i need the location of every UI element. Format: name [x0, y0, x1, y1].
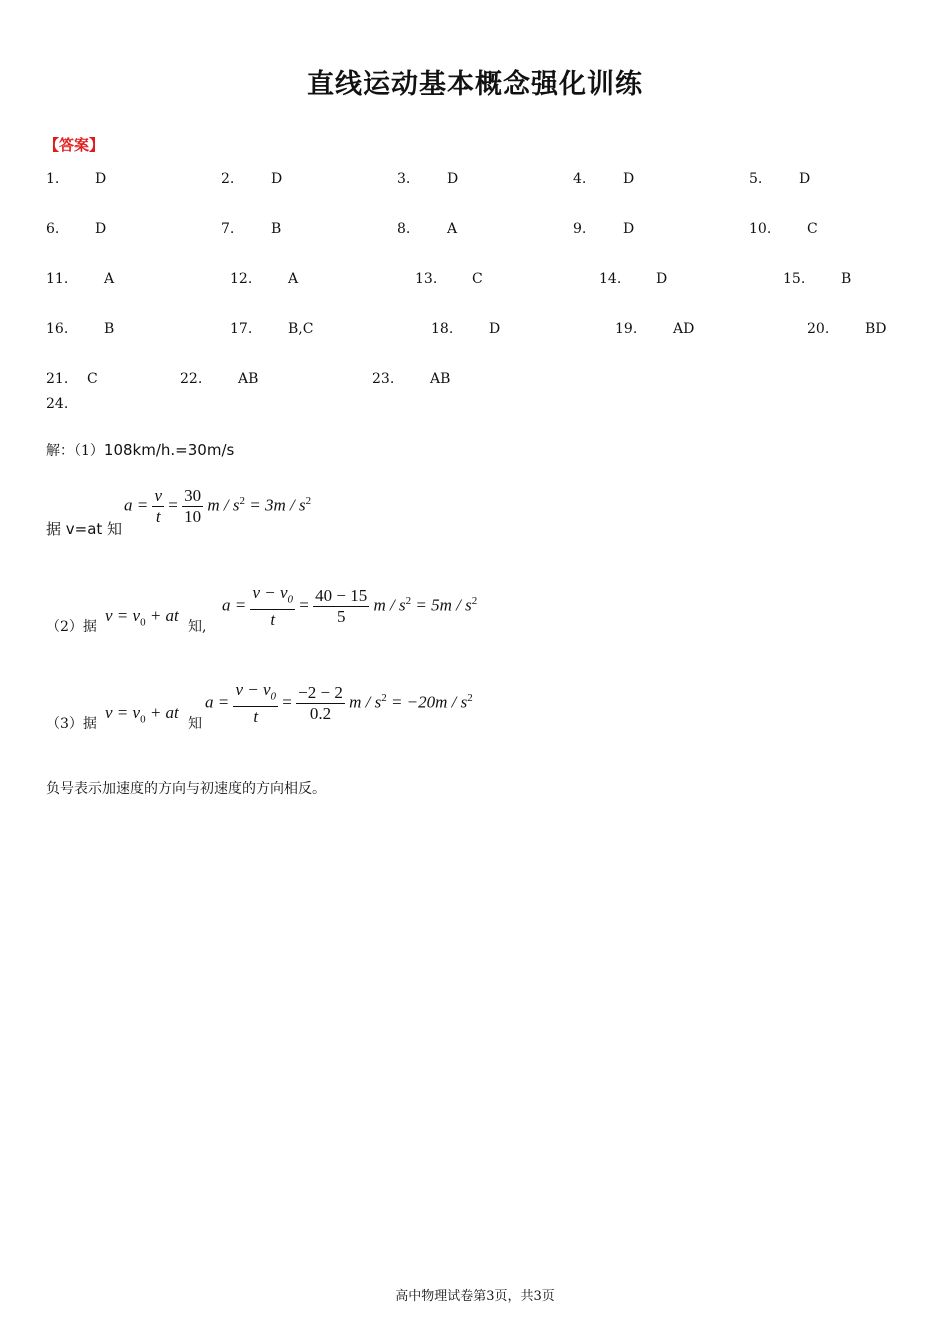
exponent: 2 [381, 691, 387, 704]
solution-prefix: 解：（1） [46, 443, 104, 459]
answer-value: AB [238, 371, 259, 387]
part-2-mid: 知, [188, 619, 207, 635]
answer-number: 24. [46, 396, 69, 412]
answer-value: B [104, 321, 115, 337]
answer-value: D [623, 171, 635, 187]
unit: m / s [207, 495, 240, 515]
page-footer: 高中物理试卷第3页，共3页 [395, 1289, 555, 1304]
formula-1-frac-b [182, 486, 203, 527]
answer-value: D [799, 171, 811, 187]
eq-right: + at [149, 606, 179, 625]
frac-num: v − v [235, 680, 271, 699]
exponent: 2 [239, 494, 245, 507]
answer-number: 22. [180, 371, 203, 387]
answer-number: 1. [46, 171, 60, 187]
frac-num: v − v [252, 583, 288, 602]
solution-line-2: 据 v=at 知 [46, 520, 123, 538]
eq-left: v = v [105, 606, 141, 625]
result: = 3m / s [249, 495, 306, 515]
answer-number: 8. [397, 221, 411, 237]
answer-value: B [841, 271, 852, 287]
formula-2-frac-a [250, 583, 295, 630]
frac-den: 0.2 [309, 704, 332, 724]
frac-den: t [253, 707, 259, 727]
frac-den: t [270, 610, 276, 630]
frac-num: 30 [184, 486, 202, 505]
answer-number: 13. [415, 271, 438, 287]
answer-value: D [271, 171, 283, 187]
answer-number: 23. [372, 371, 395, 387]
answer-number: 16. [46, 321, 69, 337]
unit: m / s [373, 595, 406, 615]
answer-number: 11. [46, 271, 69, 287]
answer-number: 15. [783, 271, 806, 287]
page-title: 直线运动基本概念强化训练 [307, 69, 643, 100]
formula-1: a = $\frac{v}{t}$ = $\frac{30}{10}$ $m / s^2 = 3m / s^2$ [124, 486, 312, 526]
formula-3-lhs: a = [205, 692, 230, 712]
answer-number: 20. [807, 321, 830, 337]
answer-value: D [95, 171, 107, 187]
formula-3: a = $\frac{v - v_0}{t}$ = $\frac{-2 - 2}{0.2}$ $m / s^2 = -20m / s^2$ [205, 680, 473, 727]
answer-number: 19. [615, 321, 638, 337]
formula-2-frac-b [313, 586, 369, 627]
answer-value: D [656, 271, 668, 287]
part-3-equation [105, 703, 179, 725]
answer-number: 14. [599, 271, 622, 287]
frac-den: t [155, 507, 161, 526]
answer-number: 21. [46, 371, 69, 387]
answer-number: 9. [573, 221, 587, 237]
subscript: 0 [140, 713, 146, 726]
part-2-prefix: （2）据 [46, 619, 97, 635]
answer-value: BD [865, 321, 887, 337]
formula-3-frac-b [296, 683, 345, 724]
subscript: 0 [270, 690, 277, 703]
answer-value: B,C [288, 321, 314, 337]
frac-num: 40 − 15 [315, 586, 368, 606]
exponent: 2 [467, 691, 473, 704]
formula-2: a = $\frac{v - v_0}{t}$ = $\frac{40 - 15}{5}$ $m / s^2 = 5m / s^2$ [222, 583, 478, 630]
unit: m / s [349, 692, 382, 712]
answer-number: 2. [221, 171, 235, 187]
answer-heading: 【答案】 [44, 136, 105, 154]
answer-value: D [95, 221, 107, 237]
solution-line-1 [46, 440, 234, 460]
answer-value: A [104, 271, 115, 287]
part-2-equation [105, 606, 179, 628]
part-3-prefix: （3）据 [46, 716, 97, 732]
answer-value: AD [673, 321, 695, 337]
frac-num: −2 − 2 [298, 683, 343, 703]
result: = 5m / s [415, 595, 472, 615]
speed-conversion: 108km/h.=30m/s [103, 441, 235, 459]
answer-number: 4. [573, 171, 587, 187]
answer-value: C [472, 271, 483, 287]
formula-3-frac-a [233, 680, 278, 727]
conclusion-text: 负号表示加速度的方向与初速度的方向相反。 [46, 781, 326, 797]
frac-den: 10 [184, 507, 202, 526]
eq-right: + at [149, 703, 179, 722]
answer-value: D [623, 221, 635, 237]
answer-value: C [87, 371, 98, 387]
answer-number: 6. [46, 221, 60, 237]
result: = −20m / s [390, 692, 468, 712]
eq-left: v = v [105, 703, 141, 722]
answer-value: B [271, 221, 282, 237]
answer-number: 7. [221, 221, 235, 237]
answer-value: C [807, 221, 818, 237]
exponent: 2 [305, 494, 312, 507]
exponent: 2 [405, 594, 412, 607]
frac-den: 5 [336, 607, 346, 627]
answer-value: D [489, 321, 501, 337]
frac-num: v [154, 486, 163, 505]
exponent: 2 [471, 594, 478, 607]
subscript: 0 [140, 616, 146, 629]
formula-2-lhs: a = [222, 595, 247, 615]
answer-number: 17. [230, 321, 253, 337]
formula-1-lhs: a = [124, 495, 149, 515]
answer-value: A [288, 271, 299, 287]
part-3-mid: 知 [188, 716, 202, 732]
answer-number: 12. [230, 271, 253, 287]
formula-1-frac-a [152, 486, 164, 527]
answer-value: AB [430, 371, 451, 387]
answer-value: A [447, 221, 458, 237]
subscript: 0 [287, 593, 294, 606]
answer-value: D [447, 171, 459, 187]
answer-number: 10. [749, 221, 772, 237]
answer-number: 3. [397, 171, 411, 187]
answer-number: 5. [749, 171, 763, 187]
answer-number: 18. [431, 321, 454, 337]
